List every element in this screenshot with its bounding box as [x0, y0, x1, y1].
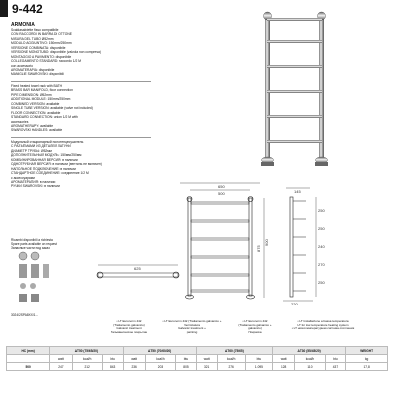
dim-side-2: 250 [318, 226, 325, 231]
spec-line: ADDITIONAL MODULE: 150mm/250mm [11, 97, 71, 102]
dim-side-3: 240 [318, 244, 325, 249]
finish-header-3: • LT Euronorm 442 (Trattamento galvanico + galvanico) Покраска [238, 319, 272, 334]
spec-line: COMBINED VERSION: available [11, 101, 60, 106]
spec-line: РУЧКИ SWAROVSKI: в наличии [11, 184, 60, 189]
item-code: 3024/2SPA8XX/1... [11, 313, 39, 317]
spec-line: ДИАМЕТР ТРУБЫ: Ø52мм [11, 148, 52, 153]
side-view-drawing [278, 185, 328, 305]
table-row: 500 247 212 843 236 203 805 321 276 1.095 128 110 437 17,8 [7, 363, 388, 371]
dim-front-width: 650 [218, 184, 225, 189]
top-detail-drawing [88, 262, 188, 284]
dim-total-height: 875 [256, 245, 261, 252]
spec-line: Scaldasalviette fisso compatibile [11, 28, 59, 32]
finish-header-4: • LT Installazione a bassa temperatura LT for low temperature heating system • LT низкотемпературная система отопления [291, 319, 355, 331]
towel-rail-photo [255, 10, 335, 170]
product-code: 9-442 [12, 2, 43, 16]
spec-line: AROMATERAPIA: disponibile [11, 67, 55, 72]
spec-line: accessories [11, 119, 29, 124]
spec-line: MANIGLIE SWAROVSKI: disponibili [11, 72, 64, 77]
spec-line: VERSIONE COMBINATA: disponibile [11, 45, 66, 50]
dim-detail-width: 625 [134, 266, 141, 271]
spec-line: ДОПОЛНИТЕЛЬНЫЙ МОДУЛЬ: 150мм/250мм [11, 153, 82, 158]
note-line: Запасные части под заказ [11, 246, 50, 250]
table-header-row: HC (mm) ΔT50 (75/65/20) ΔT50 (70/60/20) ΔT60 (75/65) ΔT30 (55/45/20) WEIGHT [7, 347, 388, 355]
dim-side-depth: 145 [294, 189, 301, 194]
spec-line: con accessorio [11, 63, 33, 68]
front-view-drawing [160, 180, 270, 305]
spec-italian [11, 28, 206, 77]
spec-line: ОДНОТРУБНАЯ ВЕРСИЯ: в наличии (вентиль не включен) [11, 162, 102, 167]
spare-parts-image [15, 250, 55, 310]
spec-line: КОМБИНИРОВАННАЯ ВЕРСИЯ: в наличии [11, 157, 78, 162]
divider [11, 81, 151, 82]
spec-line: с аксессуарами [11, 175, 35, 180]
dim-front-inner: 500 [218, 191, 225, 196]
spec-line: MISURA DEL TUBO Ø52mm [11, 36, 54, 41]
spec-line: AROMATHERAPY: available [11, 123, 54, 128]
spec-line: COLLEGAMENTO STANDARD: raccordo 1/2 M [11, 59, 82, 64]
spec-line: СТАНДАРТНОЕ СОЕДИНЕНИЕ: соединение 1/2 M [11, 171, 89, 176]
spec-line: НАПОЛЬНОЕ ПОДКЛЮЧЕНИЕ: в наличии [11, 166, 76, 171]
divider [11, 137, 151, 138]
spec-line: CON RACCORDI IN BARRA DI OTTONE [11, 32, 72, 37]
spec-line: Модульный стационарный полотенцесушитель [11, 140, 84, 144]
spec-line: АРОМАТЕРАПИЯ: в наличии [11, 179, 56, 184]
finish-header-1: • LT Euronorm 442 (Trattamento galvanico) Galvanic treatment Гальваническое покрытие [110, 319, 148, 334]
spec-line: SWAROVSKI HANDLES: available [11, 128, 63, 133]
spec-line: FLOOR CONNECTION: available [11, 110, 61, 115]
spec-line: STANDARD CONNECTION: union 1/2 M with [11, 115, 78, 120]
performance-table [6, 346, 388, 371]
table-subheader-row: watt kcal/h btu watt kcal/h btu watt kcal/h btu watt kcal/h btu kg [7, 355, 388, 363]
dim-side-1: 250 [318, 208, 325, 213]
spec-line: SINGLE TUBE VERSION: available (valve not included) [11, 106, 93, 111]
spec-line: Fixed heated towel rack with BATH [11, 84, 63, 88]
spare-parts-note [11, 238, 57, 250]
spec-line: MODULO AGGIUNTIVO: 150mm/250mm [11, 41, 72, 46]
spec-line: PIPE DIMENSION: Ø52mm [11, 92, 52, 97]
spec-line: С РАЗЪЁМАМИ ИЗ ДЕТАЛЕЙ ЛАТУНИ [11, 144, 71, 149]
title-tab-marker [0, 0, 8, 17]
finish-header-2: • LT Euronorm 442 (Trattamento galvanico + Verniciatura Galvanic treatment + painting [162, 319, 222, 334]
dim-side-4: 270 [318, 262, 325, 267]
dim-base-depth: 220 [291, 302, 298, 305]
spec-line: MONTAGGIO A PAVIMENTO: disponibile [11, 54, 72, 59]
spec-english [11, 84, 206, 133]
model-name: ARMONIA [11, 22, 35, 28]
note-line: Spare parts available on request [11, 242, 57, 246]
spec-line: VERSIONE MONOTUBO: disponibile (valvola non compresa) [11, 50, 101, 55]
spec-line: BRASS BAR MANIFOLD, floor connection [11, 88, 73, 93]
dim-total-height-alt: 900 [264, 239, 269, 246]
note-line: Ricambi disponibili a richiesta [11, 238, 53, 242]
dim-side-5: 250 [318, 280, 325, 285]
